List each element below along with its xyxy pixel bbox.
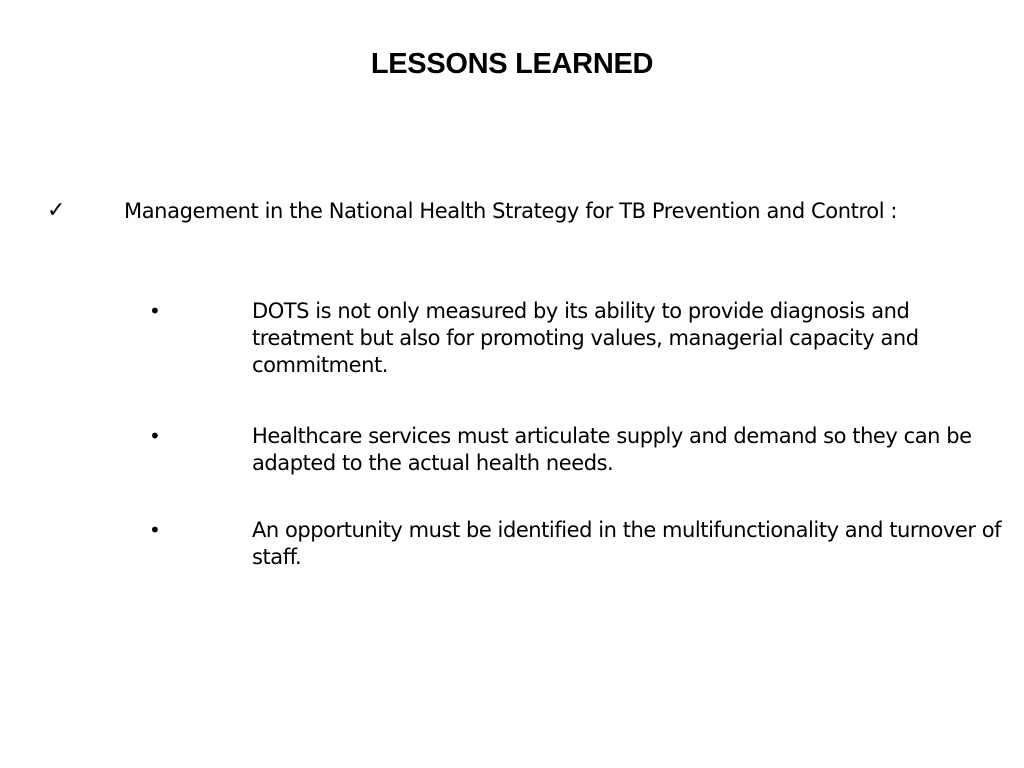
bullet-icon: • — [149, 518, 161, 542]
bullet-icon: • — [149, 424, 161, 448]
main-point-text: Management in the National Health Strategy for TB Prevention and Control : — [124, 199, 898, 223]
bullet-text: An opportunity must be identified in the multifunctionality and turnover of staff. — [252, 518, 1002, 569]
slide-title: LESSONS LEARNED — [370, 48, 654, 80]
bullet-icon: • — [149, 299, 161, 323]
bullet-text: Healthcare services must articulate supply and demand so they can be adapted to the actual health needs. — [252, 424, 972, 475]
bullet-text: DOTS is not only measured by its ability to provide diagnosis and treatment but also for promoting values, managerial capacity and commitment. — [252, 299, 919, 377]
checkmark-icon: ✓ — [47, 198, 66, 223]
